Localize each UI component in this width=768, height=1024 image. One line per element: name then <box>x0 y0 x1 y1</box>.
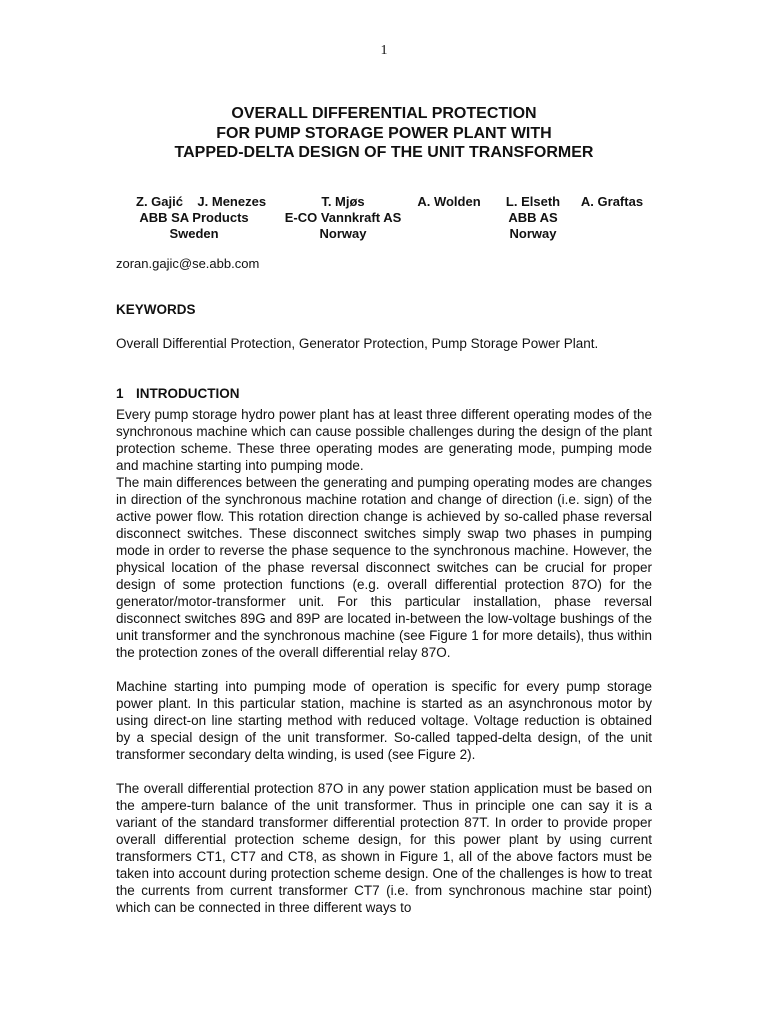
author-group-eco-norway <box>280 194 406 242</box>
author-block <box>0 194 768 246</box>
title-line-2: FOR PUMP STORAGE POWER PLANT WITH <box>216 124 552 142</box>
title-line-3: TAPPED-DELTA DESIGN OF THE UNIT TRANSFORMER <box>174 144 594 161</box>
page-number: 1 <box>380 43 388 58</box>
author-names: A. Wolden <box>417 194 481 209</box>
introduction-body <box>116 406 652 916</box>
author-organization: ABB SA Products <box>139 210 249 225</box>
paper-title <box>0 104 768 163</box>
paragraph: Every pump storage hydro power plant has at least three different operating modes of the synchronous machine which can cause possible challenges during the design of the plant protection scheme. These three operating modes are generating mode, pumping mode and machine starting into pumping mode. <box>116 407 652 473</box>
keywords-text: Overall Differential Protection, Generator Protection, Pump Storage Power Plant. <box>116 336 599 351</box>
author-group-abb-sweden <box>136 194 267 242</box>
author-names: L. Elseth <box>505 194 561 209</box>
author-organization: E-CO Vannkraft AS <box>284 210 402 225</box>
author-group-wolden <box>414 194 484 210</box>
author-country: Sweden <box>169 226 219 241</box>
title-line-1: OVERALL DIFFERENTIAL PROTECTION <box>231 105 537 122</box>
section-number: 1 <box>116 386 124 401</box>
author-names: A. Graftas <box>580 194 644 209</box>
keywords-heading: KEYWORDS <box>116 302 196 317</box>
paragraph: Machine starting into pumping mode of operation is specific for every pump storage power plant. In this particular station, machine is started as an asynchronous motor by using direct-on line starting method with reduced voltage. Voltage reduction is obtained by a special design of the unit transformer. So-called tapped-delta design, of the unit transformer secondary delta winding, is used (see Figure 2). <box>116 679 652 762</box>
author-names: Z. Gajić J. Menezes <box>136 194 267 209</box>
author-group-abb-norway <box>496 194 570 242</box>
section-heading-introduction <box>116 386 240 401</box>
paragraph: The main differences between the generating and pumping operating modes are changes in direction of the synchronous machine rotation and change of direction (i.e. sign) of the active power flow. This rotation direction change is achieved by so-called phase reversal disconnect switches. These disconnect switches simply swap two phases in pumping mode in order to reverse the phase sequence to the synchronous machine. However, the physical location of the phase reversal disconnect switches can be crucial for proper design of some protection functions (e.g. overall differential protection 87O) for the generator/motor-transformer unit. For this particular installation, phase reversal disconnect switches 89G and 89P are located in-between the low-voltage bushings of the unit transformer and the synchronous machine (see Figure 1 for more details), thus within the protection zones of the overall differential relay 87O. <box>116 475 652 660</box>
author-organization: ABB AS <box>508 210 558 225</box>
paragraph: The overall differential protection 87O in any power station application must be based on the ampere-turn balance of the unit transformer. Thus in principle one can say it is a variant of the standard transformer differential protection 87T. In order to provide proper overall differential protection scheme design, for this power plant by using current transformers CT1, CT7 and CT8, as shown in Figure 1, all of the above factors must be taken into account during protection scheme design. One of the challenges is how to treat the currents from current transformer CT7 (i.e. from synchronous machine star point) which can be connected in three different ways to <box>116 781 652 915</box>
contact-email: zoran.gajic@se.abb.com <box>116 256 260 271</box>
section-title: INTRODUCTION <box>136 386 240 401</box>
author-group-graftas <box>576 194 648 210</box>
author-country: Norway <box>319 226 367 241</box>
author-names: T. Mjøs <box>321 194 365 209</box>
author-country: Norway <box>509 226 557 241</box>
